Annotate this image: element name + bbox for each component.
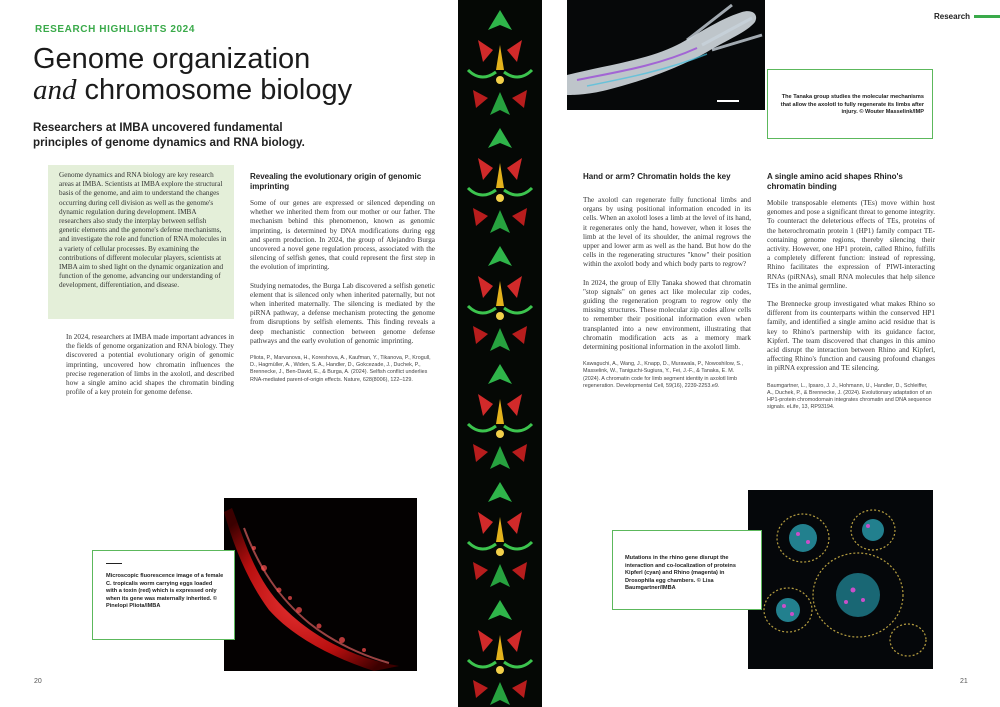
caption-text: Mutations in the rhino gene disrupt the interaction and co-localization of proteins Kipferl (cyan) and Rhino (magenta) in Drosophila egg chambers. © Lisa Baumgartner/IMBA <box>625 555 736 591</box>
decorative-pattern <box>458 0 542 707</box>
worm-fluorescence-image <box>224 498 417 671</box>
article-paragraph: Mobile transposable elements (TEs) move within host genomes and pose a significant threat to genome integrity. To counteract the deleterious effects of TEs, proteins of the heterochromatin protein 1 (HP1) family compact TE-containing genome regions, thereby silencing their activity. However, one HP1 protein, called Rhino, fulfills a completely different function: instead of repressing, Rhino facilitates the expression of PIWI-interacting RNAs (piRNAs), small RNA molecules that help silence TEs in the animal germline. <box>767 199 935 290</box>
fluorescence-strip-image <box>458 0 542 707</box>
page-title <box>33 44 352 106</box>
section-label: Research <box>934 12 971 21</box>
title-line-1: Genome organization <box>33 43 311 75</box>
caption-rule <box>106 563 122 564</box>
title-line-2: chromosome biology <box>76 74 353 106</box>
intro-box <box>48 165 234 319</box>
section-accent-bar <box>974 15 1000 18</box>
caption-text: The Tanaka group studies the molecular mechanisms that allow the axolotl to fully regenerate its limbs after injury. © Wouter Masselink/IMP <box>780 94 924 115</box>
page-number-right: 21 <box>960 678 968 685</box>
article-axolotl <box>583 172 751 390</box>
article-heading: A single amino acid shapes Rhino's chromatin binding <box>767 172 903 191</box>
article-rhino <box>767 172 935 411</box>
section-kicker: RESEARCH HIGHLIGHTS 2024 <box>35 24 195 35</box>
intro-box-text: Genome dynamics and RNA biology are key research areas at IMBA. Scientists at IMBA explore the structural basis of the genome, and aim to understand the changes occurring during cell division as well as the genome's dynamic regulation during development. IMBA researchers also study the interplay between selfish genetic elements and the genome's defense mechanisms, and investigate the role and function of RNA molecules in a variety of cellular processes. By examining the contributions of different molecular players, scientists at IMBA aim to shed light on the dynamic organization and function of the genome, advancing our understanding of development, differentiation, and disease. <box>59 171 227 290</box>
intro-column <box>66 333 234 397</box>
article-reference: Kawaguchi, A., Wang, J., Knapp, D., Murawala, P., Nowoshilow, S., Masselink, W., Taniguchi-Sugiura, Y., Fei, J.-F., & Tanaka, E. M. (2024). A chromatin code for limb segment identity in axolotl limb regeneration. Developmental Cell, 59(16), 2239-2253.e9. <box>583 361 743 389</box>
article-paragraph: Studying nematodes, the Burga Lab discovered a selfish genetic element that is silenced only when inherited paternally, but not when inherited maternally. The silencing is mediated by the piRNA pathway, a defense mechanism protecting the genome from disruptions by selfish elements. This finding reveals a deep mechanistic connection between genome defense pathways and the early evolution of genomic imprinting. <box>250 281 435 345</box>
article-paragraph: Some of our genes are expressed or silenced depending on whether we inherited them from our mother or our father. The mechanism behind this phenomenon, known as genomic imprinting, is determined by DNA modifications during egg and sperm production. In 2024, the group of Alejandro Burga uncovered a novel gene regulation process, associated with the silencing of selfish genes, that could represent the first step in the evolution of imprinting. <box>250 199 435 272</box>
title-and: and <box>33 74 77 106</box>
article-paragraph: The axolotl can regenerate fully functional limbs and organs by using positional information encoded in its cells. When an axolotl loses a limb at the level of its hand, it regenerates only the hand, however, when it loses the limb at the level of its shoulder, the animal regrows the upper and lower arm as well as the hand. But how do the cells in the regenerating structures "know" their position within the axolotl body and which body parts to regrow? <box>583 196 751 269</box>
article-reference: Pliota, P., Marvanova, H., Koreshova, A., Kaufman, Y., Tikanova, P., Krogull, D., Hagmüller, A., Widen, S. A., Handler, D., Gokcezade, J., Duchek, P., Brennecke, J., Ben-David, E., & Burga, A. (2024). Selfish conflict underlies RNA-mediated parent-of-origin effects. Nature, 628(8006), 122–129. <box>250 355 431 383</box>
egg-chamber-image-caption <box>612 530 762 610</box>
axolotl-image-caption <box>767 69 933 139</box>
article-paragraph: In 2024, the group of Elly Tanaka showed that chromatin "stop signals" on genes act like molecular zip codes, guiding the regeneration program to regrow only the missing structures. These molecular zip codes allow cells to remember their positional information even when transplanted into a new environment, illustrating that chromatin modification acts as a memory mark determining positional information in the axolotl limb. <box>583 278 751 352</box>
caption-text: Microscopic fluorescence image of a female C. tropicalis worm carrying eggs loaded with a toxin (red) which is expressed only when its gene was maternally inherited. © Pinelopi Pliota/IMBA <box>106 573 224 609</box>
worm-image-caption <box>92 550 235 640</box>
axolotl-limb-image <box>567 0 765 110</box>
lead-paragraph: Researchers at IMBA uncovered fundamental principles of genome dynamics and RNA biology. <box>33 121 305 149</box>
egg-chamber-image <box>748 490 933 669</box>
article-heading: Hand or arm? Chromatin holds the key <box>583 172 731 181</box>
article-paragraph: The Brennecke group investigated what makes Rhino so different from its counterparts within the conserved HP1 family, and identified a single amino acid residue that is key to Rhino's partnership with its guidance factor, Kipferl. The team discovered that changes in this amino acid disrupt the interaction between Rhino and Kipferl, affecting Rhino's function and causing profound changes in piRNA expression and TE silencing. <box>767 300 935 373</box>
article-imprinting <box>250 172 435 384</box>
article-heading: Revealing the evolutionary origin of genomic imprinting <box>250 172 422 191</box>
intro-paragraph-2: In 2024, researchers at IMBA made important advances in the fields of genome organization and RNA biology. They discovered a potential evolutionary origin of genomic imprinting, uncovered how chromatin influences the precise regeneration of limbs in the axolotl, and described how a single amino acid shapes the chromatin binding profile of a key protein for genome defense. <box>66 333 234 397</box>
article-reference: Baumgartner, L., Ipsaro, J. J., Hohmann, U., Handler, D., Schleiffer, A., Duchek, P., & Brennecke, J. (2024). Evolutionary adaptation of an HP1-protein chromodomain integrates chromatin and DNA sequence signals. eLife, 13, RP93194. <box>767 382 932 411</box>
page-number-left: 20 <box>34 678 42 685</box>
